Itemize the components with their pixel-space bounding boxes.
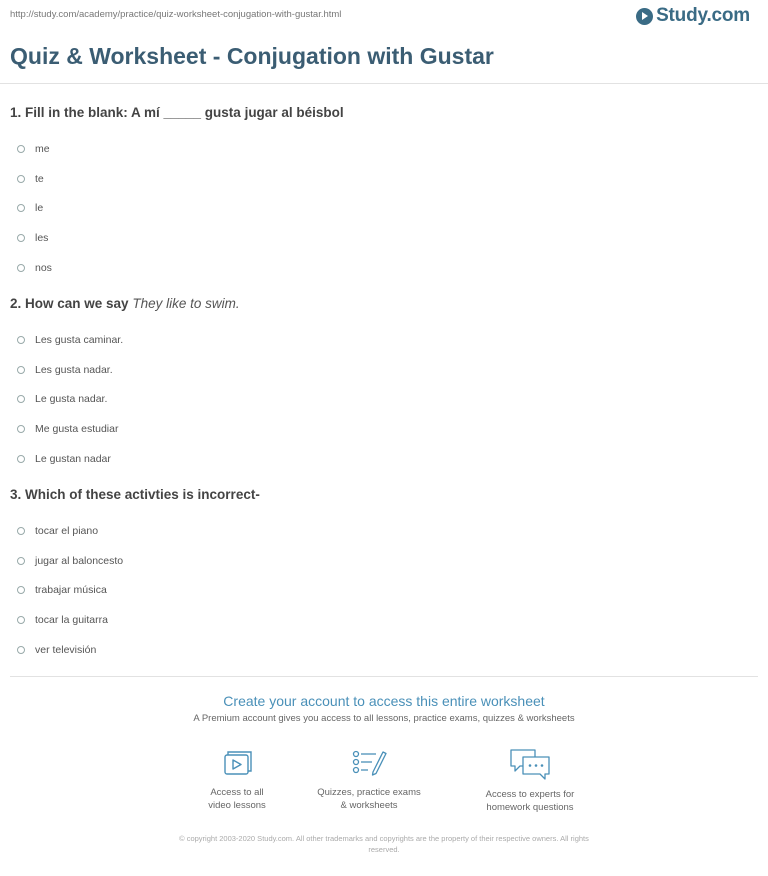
radio-icon[interactable]	[17, 455, 25, 463]
answer-option[interactable]	[10, 414, 750, 444]
radio-icon[interactable]	[17, 145, 25, 153]
radio-icon[interactable]	[17, 395, 25, 403]
radio-icon[interactable]	[17, 527, 25, 535]
study-logo[interactable]	[636, 5, 750, 27]
radio-icon[interactable]	[17, 366, 25, 374]
question-title: 3. Which of these activties is incorrect-	[10, 487, 260, 502]
answer-option[interactable]	[10, 193, 750, 223]
option-label: me	[35, 142, 50, 155]
copyright	[140, 833, 628, 855]
answer-option[interactable]	[10, 164, 750, 194]
copyright-line: reserved.	[368, 845, 400, 854]
question-title	[10, 296, 750, 314]
radio-icon[interactable]	[17, 616, 25, 624]
option-label: ver televisión	[35, 643, 97, 656]
radio-icon[interactable]	[17, 425, 25, 433]
answer-option[interactable]	[10, 516, 750, 546]
answer-option[interactable]	[10, 253, 750, 283]
answer-option[interactable]	[10, 575, 750, 605]
answer-option[interactable]	[10, 605, 750, 635]
option-label: Le gustan nadar	[35, 452, 111, 465]
feature-text-line: video lessons	[208, 800, 266, 811]
option-label: le	[35, 202, 44, 215]
answer-option[interactable]	[10, 134, 750, 164]
option-label: Le gusta nadar.	[35, 393, 108, 406]
answer-options	[10, 325, 750, 473]
option-label: Les gusta nadar.	[35, 363, 113, 376]
copyright-line: © copyright 2003-2020 Study.com. All other trademarks and copyrights are the property of their respective owners. All rights	[179, 834, 589, 843]
chat-bubbles-icon	[508, 746, 552, 782]
radio-icon[interactable]	[17, 646, 25, 654]
feature-text-line: Quizzes, practice exams	[317, 787, 421, 798]
feature-experts	[450, 746, 610, 814]
option-label: tocar el piano	[35, 524, 99, 537]
option-label: Les gusta caminar.	[35, 333, 124, 346]
answer-option[interactable]	[10, 444, 750, 474]
quiz-list-icon	[349, 746, 389, 780]
feature-text-line: & worksheets	[340, 800, 398, 811]
radio-icon[interactable]	[17, 175, 25, 183]
title-divider	[0, 83, 768, 84]
answer-option[interactable]	[10, 635, 750, 665]
option-label: jugar al baloncesto	[35, 554, 124, 567]
answer-option[interactable]	[10, 546, 750, 576]
feature-text-line: Access to experts for	[485, 789, 575, 800]
page-url: http://study.com/academy/practice/quiz-worksheet-conjugation-with-gustar.html	[10, 9, 342, 20]
question-title-text: 2. How can we say	[10, 296, 129, 311]
option-label: te	[35, 172, 44, 185]
answer-option[interactable]	[10, 325, 750, 355]
option-label: les	[35, 231, 49, 244]
answer-options	[10, 134, 750, 282]
answer-option[interactable]	[10, 384, 750, 414]
question-2	[10, 296, 750, 473]
option-label: trabajar música	[35, 584, 107, 597]
play-logo-icon	[636, 8, 653, 25]
question-title: 1. Fill in the blank: A mí _____ gusta jugar al béisbol	[10, 105, 344, 120]
page-title: Quiz & Worksheet - Conjugation with Gustar	[10, 43, 494, 69]
answer-option[interactable]	[10, 355, 750, 385]
option-label: tocar la guitarra	[35, 613, 108, 626]
radio-icon[interactable]	[17, 204, 25, 212]
radio-icon[interactable]	[17, 586, 25, 594]
logo-text: Study.com	[656, 5, 750, 26]
cta-divider	[10, 676, 758, 677]
feature-quizzes	[289, 746, 449, 812]
question-title-italic: They like to swim.	[132, 296, 240, 311]
radio-icon[interactable]	[17, 336, 25, 344]
radio-icon[interactable]	[17, 264, 25, 272]
radio-icon[interactable]	[17, 234, 25, 242]
video-icon	[220, 746, 254, 780]
cta-subtitle: A Premium account gives you access to all lessons, practice exams, quizzes & worksheets	[193, 713, 575, 724]
question-1	[10, 105, 750, 282]
answer-option[interactable]	[10, 223, 750, 253]
cta-title[interactable]: Create your account to access this entire worksheet	[223, 693, 545, 709]
option-label: Me gusta estudiar	[35, 422, 119, 435]
answer-options	[10, 516, 750, 664]
question-3	[10, 487, 750, 664]
feature-text-line: homework questions	[486, 802, 574, 813]
option-label: nos	[35, 261, 52, 274]
radio-icon[interactable]	[17, 557, 25, 565]
feature-text-line: Access to all	[210, 787, 264, 798]
